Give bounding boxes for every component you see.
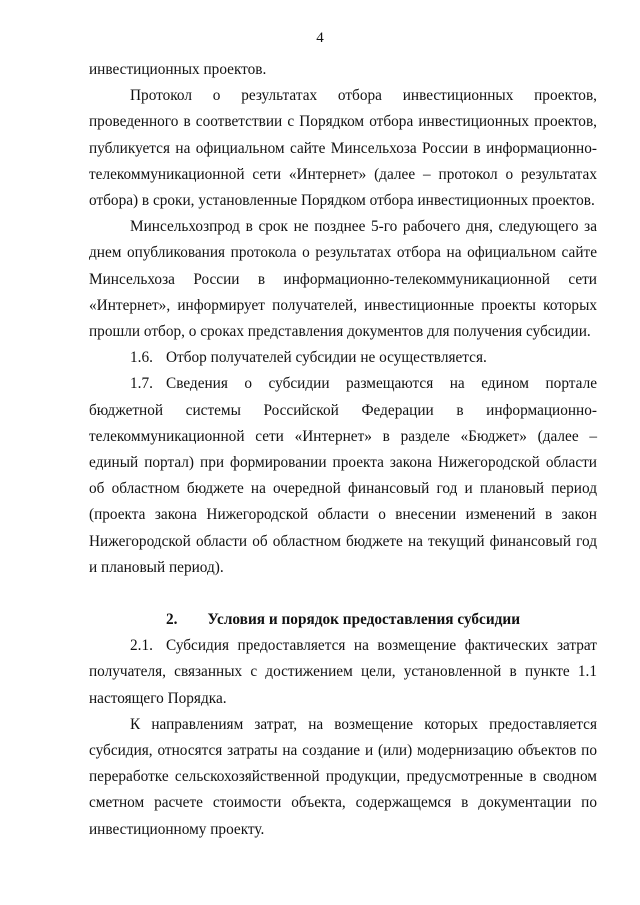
section-title: Условия и порядок предоставления субсидии [207, 611, 521, 629]
page-number: 4 [316, 30, 324, 46]
paragraph-continuation: инвестиционных проектов. [89, 61, 267, 78]
clause-text: Сведения о субсидии размещаются на едином портале бюджетной системы Российской Федерации в информационно-телекоммуникационной сети «Интернет» в разделе «Бюджет» (далее – единый портал) при формировании проекта закона Нижегородской области об областном бюджете на очередной финансовый год и плановый период (проекта закона Нижегородской области о внесении изменений в закон Нижегородской области об областном бюджете на текущий финансовый год и плановый период). [89, 375, 597, 576]
clause-number: 2.1. [130, 637, 153, 655]
clause-number: 1.6. [130, 349, 153, 367]
clause-1-7 [89, 371, 597, 581]
clause-number: 1.7. [130, 375, 153, 393]
section-number: 2. [165, 611, 178, 629]
clause-text: Субсидия предоставляется на возмещение фактических затрат получателя, связанных с достижением цели, установленной в пункте 1.1 настоящего Порядка. [89, 637, 597, 707]
clause-text: Отбор получателей субсидии не осуществляется. [166, 349, 487, 367]
section-heading [89, 607, 597, 633]
clause-1-6 [89, 345, 597, 371]
paragraph-cost-directions: К направлениям затрат, на возмещение которых предоставляется субсидия, относятся затраты на создание и (или) модернизацию объектов по переработке сельскохозяйственной продукции, предусмотренные в сводном сметном расчете стоимости объекта, содержащемся в документации по инвестиционному проекту. [89, 715, 597, 838]
paragraph-protocol: Протокол о результатах отбора инвестиционных проектов, проведенного в соответствии с Порядком отбора инвестиционных проектов, публикуется на официальном сайте Минсельхоза России в информационно-телекоммуникационной сети «Интернет» (далее – протокол о результатах отбора) в сроки, установленные Порядком отбора инвестиционных проектов. [89, 87, 597, 210]
paragraph-minselkhozprod: Минсельхозпрод в срок не позднее 5-го рабочего дня, следующего за днем опубликования протокола о результатах отбора на официальном сайте Минсельхоза России в информационно-телекоммуникационной сети «Интернет», информирует получателей, инвестиционные проекты которых прошли отбор, о сроках представления документов для получения субсидии. [89, 218, 597, 341]
clause-2-1 [89, 633, 597, 712]
document-body [89, 57, 597, 843]
